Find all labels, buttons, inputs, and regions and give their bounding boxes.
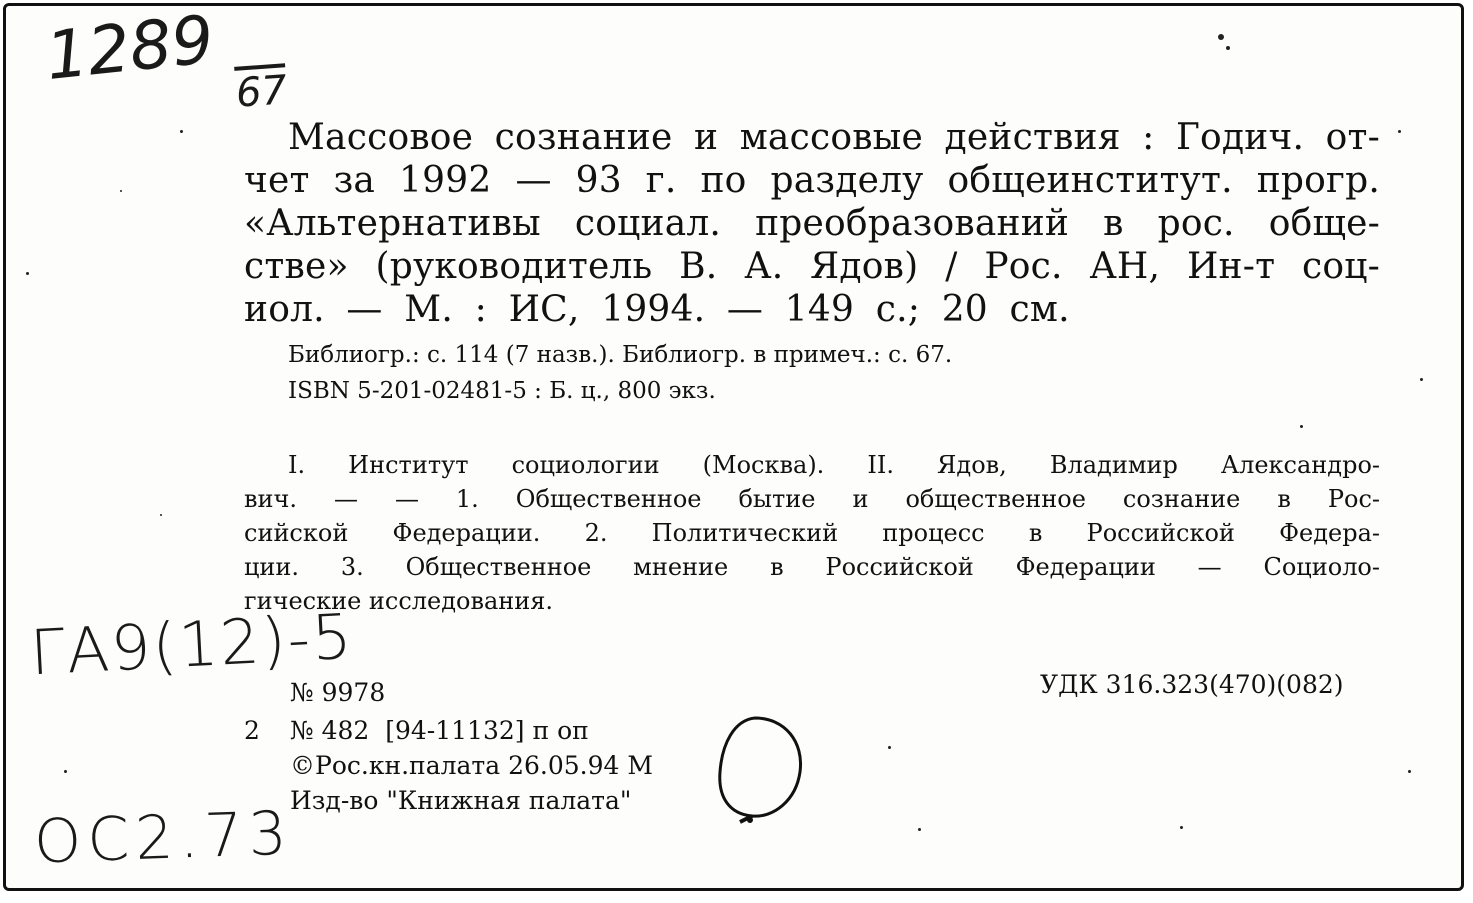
description-line: стве» (руководитель В. А. Ядов) / Рос. АН, Ин-т соц- — [244, 246, 1380, 287]
copy-count: 2 — [244, 716, 260, 745]
circle-stamp-icon — [700, 712, 810, 830]
scan-speck — [918, 828, 921, 831]
scan-speck — [1300, 425, 1303, 428]
subject-line: I. Институт социологии (Москва). II. Ядов, Владимир Александро- — [288, 451, 1380, 479]
handwritten-number-sub: 67 — [234, 67, 289, 117]
description-line: Массовое сознание и массовые действия : Годич. от- — [288, 117, 1380, 158]
scan-speck — [1218, 34, 1224, 40]
scan-speck — [1226, 46, 1230, 50]
scan-speck — [26, 272, 29, 275]
description-line: иол. — М. : ИС, 1994. — 149 с.; 20 см. — [244, 289, 1070, 330]
scan-speck — [1420, 378, 1423, 381]
handwritten-classification: ГА9(12)-5 — [28, 599, 356, 690]
subject-line: сийской Федерации. 2. Политический процесс в Российской Федера- — [244, 519, 1380, 547]
scan-speck — [160, 514, 162, 516]
handwritten-storage-code: ОС2.73 — [32, 798, 294, 878]
scan-speck — [180, 130, 183, 133]
handwritten-shelf-number — [42, 0, 218, 95]
scan-speck — [1180, 826, 1183, 829]
subject-line: гические исследования. — [244, 587, 554, 615]
chamber-number: № 482 [94-11132] п оп — [290, 716, 589, 745]
subject-line: вич. — — 1. Общественное бытие и общественное сознание в Рос- — [244, 485, 1380, 513]
scan-speck — [1398, 130, 1401, 133]
subject-headings — [244, 448, 1380, 618]
scan-speck — [120, 190, 122, 192]
scan-speck — [1408, 770, 1411, 773]
bibliography-note: Библиогр.: с. 114 (7 назв.). Библиогр. в примеч.: с. 67. — [288, 342, 953, 368]
description-line: «Альтернативы социал. преобразований в рос. обще- — [244, 203, 1380, 244]
scan-speck — [888, 746, 891, 749]
scan-speck — [64, 770, 67, 773]
publisher-line: Изд-во "Книжная палата" — [290, 786, 632, 815]
handwritten-number-main: 1289 — [42, 0, 218, 95]
bibliographic-description — [244, 116, 1380, 331]
udk-code: УДК 316.323(470)(082) — [1040, 670, 1344, 699]
record-number: № 9978 — [290, 678, 386, 707]
copyright-line: ©Рос.кн.палата 26.05.94 М — [290, 751, 653, 780]
description-line: чет за 1992 — 93 г. по разделу общеинститут. прогр. — [244, 160, 1380, 201]
subject-line: ции. 3. Общественное мнение в Российской Федерации — Социоло- — [244, 553, 1380, 581]
isbn-note: ISBN 5-201-02481-5 : Б. ц., 800 экз. — [288, 378, 716, 404]
